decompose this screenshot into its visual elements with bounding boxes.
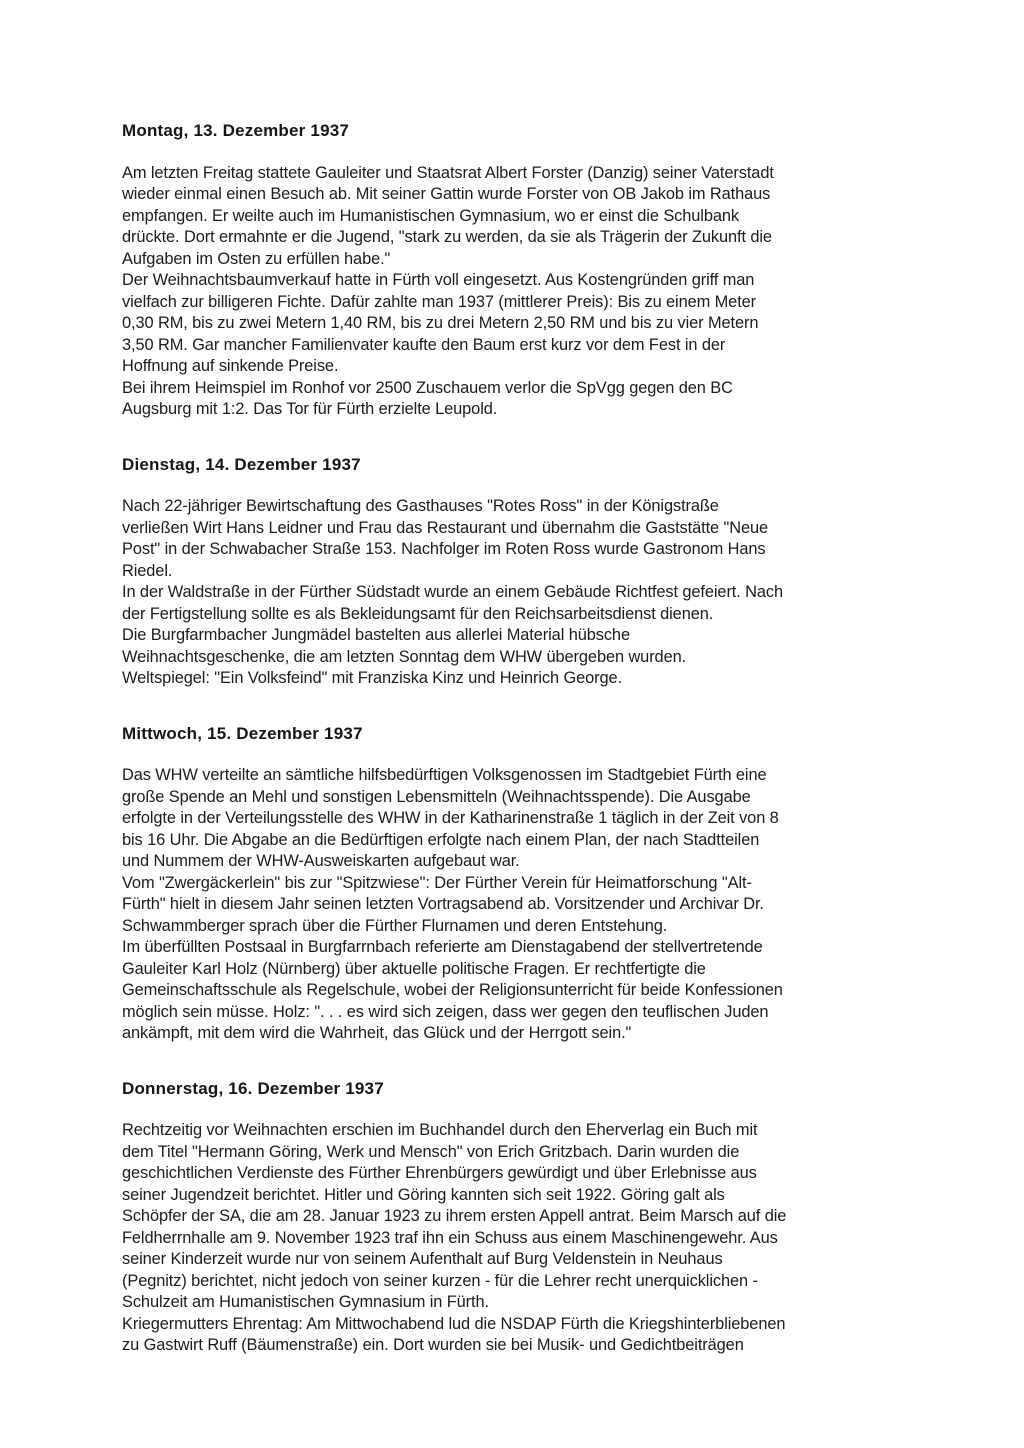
text-line: ankämpft, mit dem wird die Wahrheit, das Glück und der Herrgott sein." — [122, 1024, 632, 1042]
text-line: Am letzten Freitag stattete Gauleiter und Staatsrat Albert Forster (Danzig) seiner Vaterstadt — [122, 163, 774, 182]
text-line: Hoffnung auf sinkende Preise. — [122, 357, 339, 375]
section-heading: Dienstag, 14. Dezember 1937 — [122, 454, 361, 474]
section-heading: Donnerstag, 16. Dezember 1937 — [122, 1078, 384, 1098]
text-line: dem Titel "Hermann Göring, Werk und Mensch" von Erich Gritzbach. Darin wurden die — [122, 1142, 740, 1161]
text-line: vielfach zur billigeren Fichte. Dafür zahlte man 1937 (mittlerer Preis): Bis zu einem Meter — [122, 292, 757, 311]
text-line: Aufgaben im Osten zu erfüllen habe." — [122, 249, 391, 268]
text-line: Schwammberger sprach über die Fürther Flurnamen und deren Entstehung. — [122, 916, 668, 935]
text-line: drückte. Dort ermahnte er die Jugend, "stark zu werden, da sie als Trägerin der Zukunft die — [122, 228, 772, 246]
text-line: Gauleiter Karl Holz (Nürnberg) über aktuelle politische Fragen. Er rechtfertigte die — [122, 959, 706, 978]
text-line: Nach 22-jähriger Bewirtschaftung des Gasthauses "Rotes Ross" in der Königstraße — [122, 497, 719, 515]
text-line: Riedel. — [122, 561, 173, 580]
text-line: 0,30 RM, bis zu zwei Metern 1,40 RM, bis zu drei Metern 2,50 RM und bis zu vier Metern — [122, 314, 759, 332]
text-line: Die Burgfarmbacher Jungmädel bastelten aus allerlei Material hübsche — [122, 626, 630, 644]
text-line: geschichtlichen Verdienste des Fürther Ehrenbürgers gewürdigt und über Erlebnisse aus — [122, 1164, 757, 1182]
text-line: Bei ihrem Heimspiel im Ronhof vor 2500 Zuschauem verlor die SpVgg gegen den BC — [122, 378, 733, 397]
chronicle-section — [122, 454, 914, 690]
section-body — [122, 163, 914, 421]
text-line: wieder einmal einen Besuch ab. Mit seiner Gattin wurde Forster von OB Jakob im Rathaus — [122, 185, 771, 203]
section-heading: Montag, 13. Dezember 1937 — [122, 121, 350, 140]
text-line: In der Waldstraße in der Fürther Südstadt wurde an einem Gebäude Richtfest gefeiert. Nach — [122, 583, 784, 601]
text-line: der Fertigstellung sollte es als Bekleidungsamt für den Reichsarbeitsdienst dienen. — [122, 604, 714, 623]
text-line: 3,50 RM. Gar mancher Familienvater kaufte den Baum erst kurz vor dem Fest in der — [122, 335, 726, 354]
document-body — [122, 120, 914, 1357]
text-line: und Nummem der WHW-Ausweiskarten aufgebaut war. — [122, 852, 520, 870]
text-line: bis 16 Uhr. Die Abgabe an die Bedürftigen erfolgte nach einem Plan, der nach Stadtteilen — [122, 830, 760, 849]
text-line: erfolgte in der Verteilungsstelle des WHW in der Katharinenstraße 1 täglich in der Zeit von 8 — [122, 809, 779, 827]
text-line: Vom "Zwergäckerlein" bis zur "Spitzwiese": Der Fürther Verein für Heimatforschung "Alt- — [122, 873, 752, 892]
chronicle-section — [122, 120, 914, 421]
text-line: Kriegermutters Ehrentag: Am Mittwochabend lud die NSDAP Fürth die Kriegshinterbliebenen — [122, 1314, 786, 1333]
chronicle-section — [122, 723, 914, 1045]
text-line: möglich sein müsse. Holz: ". . . es wird sich zeigen, dass wer gegen den teuflischen Juden — [122, 1002, 769, 1021]
text-line: Gemeinschaftsschule als Regelschule, wobei der Religionsunterricht für beide Konfessionen — [122, 981, 783, 999]
section-heading: Mittwoch, 15. Dezember 1937 — [122, 723, 363, 743]
text-line: seiner Jugendzeit berichtet. Hitler und Göring kannten sich seit 1922. Göring galt als — [122, 1185, 725, 1204]
text-line: Weltspiegel: "Ein Volksfeind" mit Franziska Kinz und Heinrich George. — [122, 669, 623, 687]
text-line: Rechtzeitig vor Weihnachten erschien im Buchhandel durch den Eherverlag ein Buch mit — [122, 1121, 758, 1139]
section-body — [122, 765, 914, 1045]
section-body — [122, 496, 914, 690]
text-line: verließen Wirt Hans Leidner und Frau das Restaurant und übernahm die Gaststätte "Neue — [122, 518, 769, 537]
text-line: Das WHW verteilte an sämtliche hilfsbedürftigen Volksgenossen im Stadtgebiet Fürth eine — [122, 766, 767, 784]
text-line: Feldherrnhalle am 9. November 1923 traf ihn ein Schuss aus einem Maschinengewehr. Aus — [122, 1228, 778, 1247]
text-line: Augsburg mit 1:2. Das Tor für Fürth erzielte Leupold. — [122, 400, 498, 418]
text-line: Post" in der Schwabacher Straße 153. Nachfolger im Roten Ross wurde Gastronom Hans — [122, 540, 766, 558]
text-line: Der Weihnachtsbaumverkauf hatte in Fürth voll eingesetzt. Aus Kostengründen griff man — [122, 271, 755, 289]
text-line: Weihnachtsgeschenke, die am letzten Sonntag dem WHW übergeben wurden. — [122, 647, 687, 666]
text-line: Im überfüllten Postsaal in Burgfarrnbach referierte am Dienstagabend der stellvertretende — [122, 938, 763, 956]
section-body — [122, 1120, 914, 1357]
text-line: große Spende an Mehl und sonstigen Lebensmitteln (Weihnachtsspende). Die Ausgabe — [122, 787, 751, 806]
text-line: Schöpfer der SA, die am 28. Januar 1923 zu ihrem ersten Appell antrat. Beim Marsch auf die — [122, 1207, 787, 1225]
text-line: zu Gastwirt Ruff (Bäumenstraße) ein. Dort wurden sie bei Musik- und Gedichtbeiträgen — [122, 1336, 744, 1354]
chronicle-section — [122, 1078, 914, 1357]
text-line: (Pegnitz) berichtet, nicht jedoch von seiner kurzen - für die Lehrer recht unerquicklichen - — [122, 1271, 758, 1290]
text-line: Schulzeit am Humanistischen Gymnasium in Fürth. — [122, 1293, 489, 1311]
text-line: Fürth" hielt in diesem Jahr seinen letzten Vortragsabend ab. Vorsitzender und Archivar Dr. — [122, 895, 764, 913]
text-line: empfangen. Er weilte auch im Humanistischen Gymnasium, wo er einst die Schulbank — [122, 206, 739, 225]
text-line: seiner Kinderzeit wurde nur von seinem Aufenthalt auf Burg Veldenstein in Neuhaus — [122, 1250, 723, 1268]
